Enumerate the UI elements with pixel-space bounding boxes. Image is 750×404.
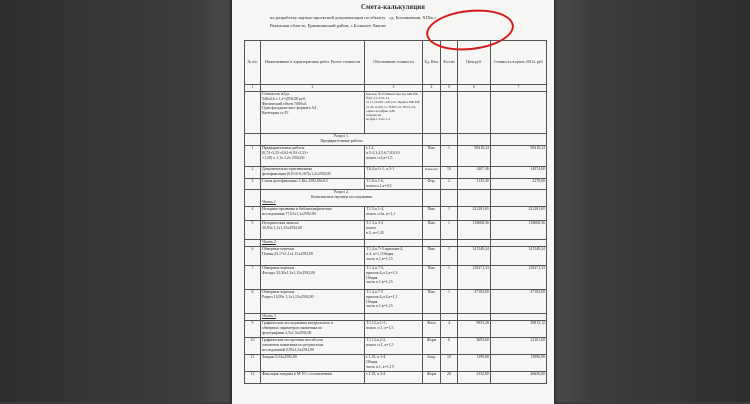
row-qty: 1 <box>441 290 458 314</box>
column-header: Цена руб. <box>458 41 491 85</box>
estimate-table <box>244 40 547 384</box>
row-total: 141549,24 <box>491 247 547 266</box>
section-row <box>245 134 547 146</box>
row-basis: т.1.10, п.3-4 <box>365 372 423 384</box>
row-qty: 20 <box>441 372 458 384</box>
row-qty: 2 <box>441 179 458 190</box>
row-name: Обмерные чертежи. Разрез 14,99х 1,1х1,15х2592,00 <box>261 290 365 314</box>
row-qty: 4 <box>441 321 458 338</box>
row-qty: 6 <box>441 338 458 355</box>
row-unit: Пам. <box>423 207 441 221</box>
row-unit: Зонд. <box>423 355 441 372</box>
row-unit: Форм <box>423 372 441 384</box>
column-number: 5 <box>441 85 458 92</box>
row-price: 141549,24 <box>458 247 491 266</box>
table-row <box>245 247 547 266</box>
column-number: 4 <box>423 85 441 92</box>
row-total: 221281,65 <box>491 207 547 221</box>
row-number: 3 <box>245 179 261 190</box>
row-price: 9953,28 <box>458 321 491 338</box>
row-number: 11 <box>245 355 261 372</box>
table-row <box>245 372 547 384</box>
row-price: 118668,36 <box>458 221 491 240</box>
row-total: 98418,24 <box>491 146 547 167</box>
row-number: 2 <box>245 167 261 179</box>
row-unit: Фор. <box>423 179 441 190</box>
row-number: 4 <box>245 207 261 221</box>
row-total: 46656,00 <box>491 372 547 384</box>
table-row <box>245 338 547 355</box>
row-total: 47183,00 <box>491 290 547 314</box>
row-basis: Т.1.12,п.2-3, поясн. п.1, к=1,5 <box>365 338 423 355</box>
row-price: 1135,30 <box>458 179 491 190</box>
part-row <box>245 314 547 321</box>
header-line-1 <box>270 15 436 20</box>
row-name: Предварительные работы (0,74+3,25+4,62+6,92+2,33+ +1,28) х 1,1х 1,2х 2592,00 <box>261 146 365 167</box>
row-basis: Т.1.4,п.7+5,приложе.4, п.4, к=1,1Общая часть п.1,к=1,15 <box>365 247 423 266</box>
table-row <box>245 179 547 190</box>
row-unit: Пам. <box>423 247 441 266</box>
column-header: Ед. Изм. <box>423 41 441 85</box>
row-name: Обмерные чертежи Фасады 33,30х1,3х1,15х2592,00 <box>261 266 365 290</box>
document-title: Смета-калькуляция <box>360 4 426 11</box>
row-unit: Фото <box>423 321 441 338</box>
row-qty: 1 <box>441 207 458 221</box>
part-row <box>245 240 547 247</box>
row-qty: 10 <box>441 355 458 372</box>
table-row <box>245 290 547 314</box>
header-line-1-text: на разработку научно-проектной документации по объекту <box>270 15 386 20</box>
row-price: 47183,00 <box>458 290 491 314</box>
row-total: 22161,60 <box>491 338 547 355</box>
row-name: Историко-архивные и библиографические исследования 77,61х1,1х2592,00 <box>261 207 365 221</box>
row-qty: 1 <box>441 247 458 266</box>
column-number: 6 <box>458 85 491 92</box>
document-page <box>232 0 554 404</box>
table-row <box>245 221 547 240</box>
row-unit: Пам. <box>423 266 441 290</box>
viewer-background-right <box>555 0 750 402</box>
row-number: 8 <box>245 290 261 314</box>
object-name: «д. Богоявления, XIXв.» <box>388 15 437 20</box>
row-price: 129271,33 <box>458 266 491 290</box>
section-1-title: Раздел 1. <box>334 134 349 138</box>
row-number: 12 <box>245 372 261 384</box>
row-name: Историческая записка 30,83х 1,1х1,35х2592,00 <box>261 221 365 240</box>
intro-row <box>245 92 547 134</box>
row-number: 9 <box>245 321 261 338</box>
row-qty: 1 <box>441 221 458 240</box>
part-3-label: Часть 3 <box>261 314 365 321</box>
row-name: Обмерные чертежи Планы 43,17х1,1х1,15х2592,00 <box>261 247 365 266</box>
row-price: 2332,80 <box>458 372 491 384</box>
row-price: 221281,65 <box>458 207 491 221</box>
row-basis: Т.1.3,п.1-4, поясн. п.3а, к=1,1 <box>365 207 423 221</box>
row-basis: т.1.2, п.5-2,3,4,5,6,7,8,9,10 поясн. п.4,к=1,5 <box>365 146 423 167</box>
row-name: Схема фотофиксации 1,46х 2592,00х0,3 <box>261 179 365 190</box>
row-number: 5 <box>245 221 261 240</box>
table-row <box>245 167 547 179</box>
row-number: 10 <box>245 338 261 355</box>
table-row <box>245 207 547 221</box>
column-number: 7 <box>491 85 547 92</box>
table-row <box>245 146 547 167</box>
row-number: 1 <box>245 146 261 167</box>
part-1-label: Часть 1 <box>262 199 276 204</box>
row-total: 129271,33 <box>491 266 547 290</box>
row-basis: Т.1.3,п.3-4 поясн. п.5, к=1,35 <box>365 221 423 240</box>
viewer-background-left <box>0 0 230 402</box>
intro-calculation: Стоимость м2дл. 540х4,6 х 1,2=2592,00 руб. Физический объем 7000м3 Одна фасадная-лист формата А4 Категория сл.IV. <box>261 92 365 134</box>
table-row <box>245 321 547 338</box>
row-price: 1407,46 <box>458 167 491 179</box>
intro-basis: Письмо №33 Министерства МК РФ №01-21-3/16-14 от 11.10.08г. «Об утв. Приказ МК РФ от 20.12.2011 г. №637-01-39/10-ГА, «при» коэффиц 4,80 поправочн коэфф.1,1;кэ=1,2 <box>365 92 423 134</box>
part-2-label: Часть 2 <box>261 240 365 247</box>
row-total: 13996,80 <box>491 355 547 372</box>
row-unit: Пам. <box>423 146 441 167</box>
row-number: 6 <box>245 247 261 266</box>
column-number: 1 <box>245 85 261 92</box>
column-header: Кол-во <box>441 41 458 85</box>
row-price: 98418,24 <box>458 146 491 167</box>
column-header: Обоснование стоимости <box>365 41 423 85</box>
row-name: Фиксация зондажа в М-10 с составлением <box>261 372 365 384</box>
section-1-subtitle: Предварительные работы <box>320 138 363 143</box>
row-number: 7 <box>245 266 261 290</box>
row-name: Зондаж 0,54х2592,00 <box>261 355 365 372</box>
row-name: Документально-оригинальная фотофиксация (0,014+0,167)х1,2х2592,00 <box>261 167 365 179</box>
column-header: № п/п <box>245 41 261 85</box>
row-unit: Комплект <box>423 167 441 179</box>
column-header: Стоимость в ценах 2012г. руб. <box>491 41 547 85</box>
row-unit: Пам. <box>423 221 441 240</box>
row-total: 2270,60 <box>491 179 547 190</box>
row-price: 1399,68 <box>458 355 491 372</box>
row-basis: т.1.10, п.1-4 Общая часть п.1, к=1,15 <box>365 355 423 372</box>
row-qty: 1 <box>441 266 458 290</box>
row-basis: Т.1.4,п.7-5, прилож.4,п.1,к=1,3 Общая часть п.1,к=1,15 <box>365 266 423 290</box>
row-total: 14074,60 <box>491 167 547 179</box>
column-number-row <box>245 85 547 92</box>
row-name: Графические построения частей или элементов памятника по результатам исследований 0,95х1,5х2592,00 <box>261 338 365 355</box>
row-qty: 1 <box>441 146 458 167</box>
section-2-subtitle: Комплексные научные исследования <box>311 194 372 199</box>
table-header-row <box>245 41 547 85</box>
column-number: 2 <box>261 85 365 92</box>
row-total: 39813,12 <box>491 321 547 338</box>
row-basis: Т.1.8,п.1-6, поясн.п.1,к=0,3 <box>365 179 423 190</box>
section-row <box>245 190 547 207</box>
column-number: 3 <box>365 85 423 92</box>
section-2-title: Раздел 2. <box>334 190 349 194</box>
table-row <box>245 355 547 372</box>
row-unit: Форм <box>423 338 441 355</box>
row-qty: 10 <box>441 167 458 179</box>
table-row <box>245 266 547 290</box>
row-price: 3693,60 <box>458 338 491 355</box>
row-unit: Пам. <box>423 290 441 314</box>
row-name: Графические исследования натурального и обмерных параметров памятника по фотографиям 2,5х1,5х2592,00 <box>261 321 365 338</box>
row-basis: Т.6.4,п.1+1, п.3-1 <box>365 167 423 179</box>
column-header: Наименование и характеристика работ. Расчет стоимости <box>261 41 365 85</box>
row-basis: Т.1.12,п.1+1, поясн. п.1, к=1,5 <box>365 321 423 338</box>
header-line-2: Рязанская область, Ермишинский район, с.Большое Лаково <box>270 23 387 28</box>
row-basis: Т.1.4,п.7-5 прилож.4,п.4,к=1,1 Общая часть п.1,к=1,15 <box>365 290 423 314</box>
row-total: 118668,36 <box>491 221 547 240</box>
